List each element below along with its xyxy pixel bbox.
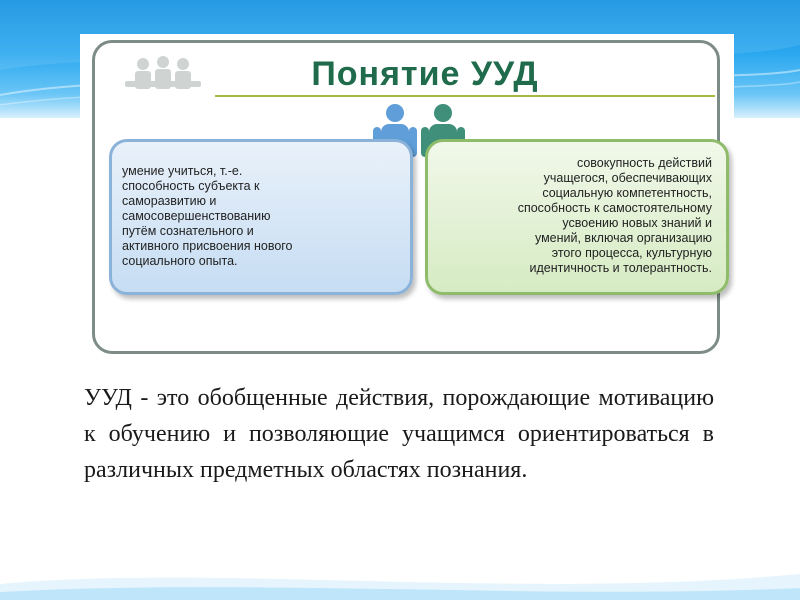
left-box-line: способность субъекта к — [122, 179, 260, 193]
left-box-line: умение учиться, т.-е. — [122, 164, 243, 178]
left-box-line: социального опыта. — [122, 254, 238, 268]
right-box-line: социальную компетентность, — [542, 186, 712, 200]
left-box-line: самосовершенствованию — [122, 209, 271, 223]
right-box-line: способность к самостоятельному — [517, 201, 712, 215]
right-box-line: учащегося, обеспечивающих — [543, 171, 712, 185]
right-box-line: идентичность и толерантность. — [529, 261, 712, 275]
concept-diagram — [80, 34, 734, 360]
left-definition-box — [109, 139, 413, 295]
right-definition-box — [425, 139, 729, 295]
diagram-title: Понятие УУД — [311, 55, 539, 93]
right-box-line: этого процесса, культурную — [551, 246, 712, 260]
bottom-wave-decoration — [0, 554, 800, 600]
people-group-icon — [121, 55, 205, 91]
diagram-frame — [92, 40, 720, 354]
right-box-line: совокупность действий — [576, 156, 712, 170]
left-box-line: активного присвоения нового — [122, 239, 293, 253]
left-box-line: путём сознательного и — [122, 224, 254, 238]
definition-paragraph: УУД - это обобщенные действия, порождающие мотивацию к обучению и позволяющие учащимся ориентироваться в различных предметных областях познания. — [84, 385, 714, 483]
right-box-line: усвоению новых знаний и — [562, 216, 712, 230]
title-underline — [215, 95, 715, 97]
left-box-line: саморазвитию и — [122, 194, 217, 208]
right-box-line: умений, включая организацию — [534, 231, 712, 245]
